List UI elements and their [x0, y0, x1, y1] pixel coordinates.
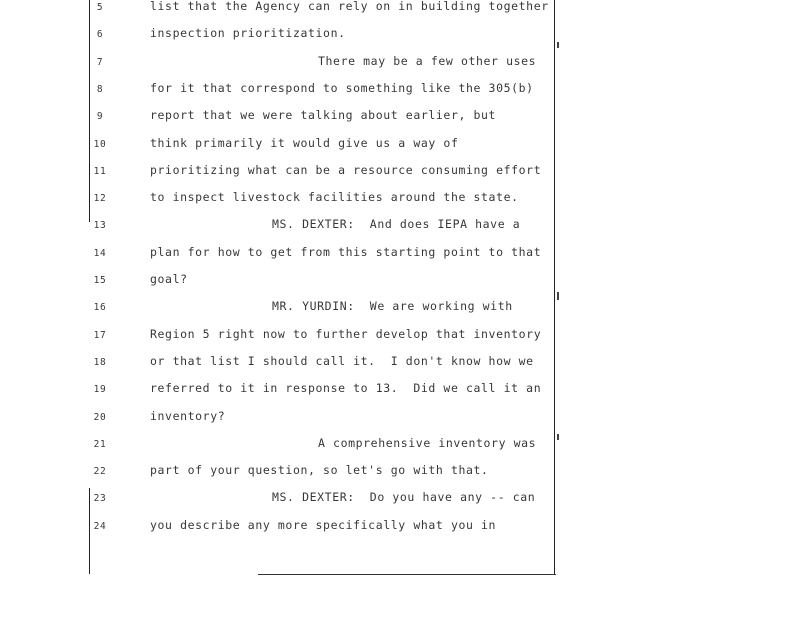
line-number: 22: [93, 466, 107, 478]
transcript-line: [0, 464, 800, 491]
line-number: 23: [93, 493, 107, 505]
transcript-line: [0, 328, 800, 355]
line-number: 7: [96, 56, 104, 68]
line-text: referred to it in response to 13. Did we call it an: [150, 381, 542, 396]
line-number: 5: [96, 2, 104, 13]
line-text: for it that correspond to something like the 305(b): [150, 80, 534, 95]
transcript-line: [0, 27, 800, 54]
line-number: 12: [93, 193, 107, 205]
transcript-line: [0, 191, 800, 218]
line-number: 19: [93, 384, 107, 396]
transcript-line: [0, 273, 800, 300]
transcript-line: [0, 246, 800, 273]
line-number: 15: [93, 275, 107, 286]
line-text: plan for how to get from this starting point to that: [150, 244, 542, 259]
transcript-line: [0, 410, 800, 437]
line-text: prioritizing what can be a resource consuming effort: [150, 162, 542, 177]
line-text: MR. YURDIN: We are working with: [272, 299, 513, 314]
line-number: 21: [93, 438, 107, 450]
line-text: part of your question, so let's go with that.: [150, 463, 489, 478]
line-text: list that the Agency can rely on in building together: [150, 0, 549, 13]
line-text: inventory?: [150, 408, 226, 423]
line-text: inspection prioritization.: [150, 26, 346, 41]
transcript-line: [0, 437, 800, 464]
transcript-line: [0, 82, 800, 109]
line-number: 10: [93, 138, 107, 150]
transcript-line: [0, 137, 800, 164]
line-text: Region 5 right now to further develop that inventory: [150, 326, 542, 341]
line-number: 8: [96, 83, 104, 95]
transcript-line: [0, 218, 800, 245]
transcript-line: [0, 382, 800, 409]
transcript-line: [0, 300, 800, 327]
transcript-line: [0, 355, 800, 382]
transcript-line: [0, 55, 800, 82]
line-number: 20: [93, 411, 107, 423]
line-number: 9: [96, 111, 104, 123]
line-text: to inspect livestock facilities around the state.: [150, 190, 519, 205]
line-text: There may be a few other uses: [318, 53, 537, 68]
line-number: 13: [93, 220, 107, 232]
line-number: 24: [93, 520, 107, 532]
transcript-line: [0, 164, 800, 191]
transcript-line: [0, 519, 800, 546]
line-text: MS. DEXTER: And does IEPA have a: [272, 217, 521, 232]
bottom-rule: [258, 574, 556, 575]
line-text: think primarily it would give us a way of: [150, 135, 459, 150]
line-number: 6: [96, 29, 104, 41]
transcript-line: [0, 491, 800, 518]
transcript-line: [0, 109, 800, 136]
line-number: 17: [93, 329, 107, 341]
line-text: you describe any more specifically what you in: [150, 517, 497, 532]
transcript-line: [0, 0, 800, 27]
line-number: 11: [93, 165, 107, 177]
line-number: 14: [93, 247, 107, 259]
line-number: 18: [93, 356, 107, 368]
line-text: goal?: [150, 272, 188, 286]
line-number: 16: [93, 302, 107, 314]
line-text: MS. DEXTER: Do you have any -- can: [272, 490, 536, 505]
line-text: A comprehensive inventory was: [318, 435, 537, 450]
line-text: report that we were talking about earlier, but: [150, 108, 497, 123]
line-text: or that list I should call it. I don't know how we: [150, 353, 534, 368]
